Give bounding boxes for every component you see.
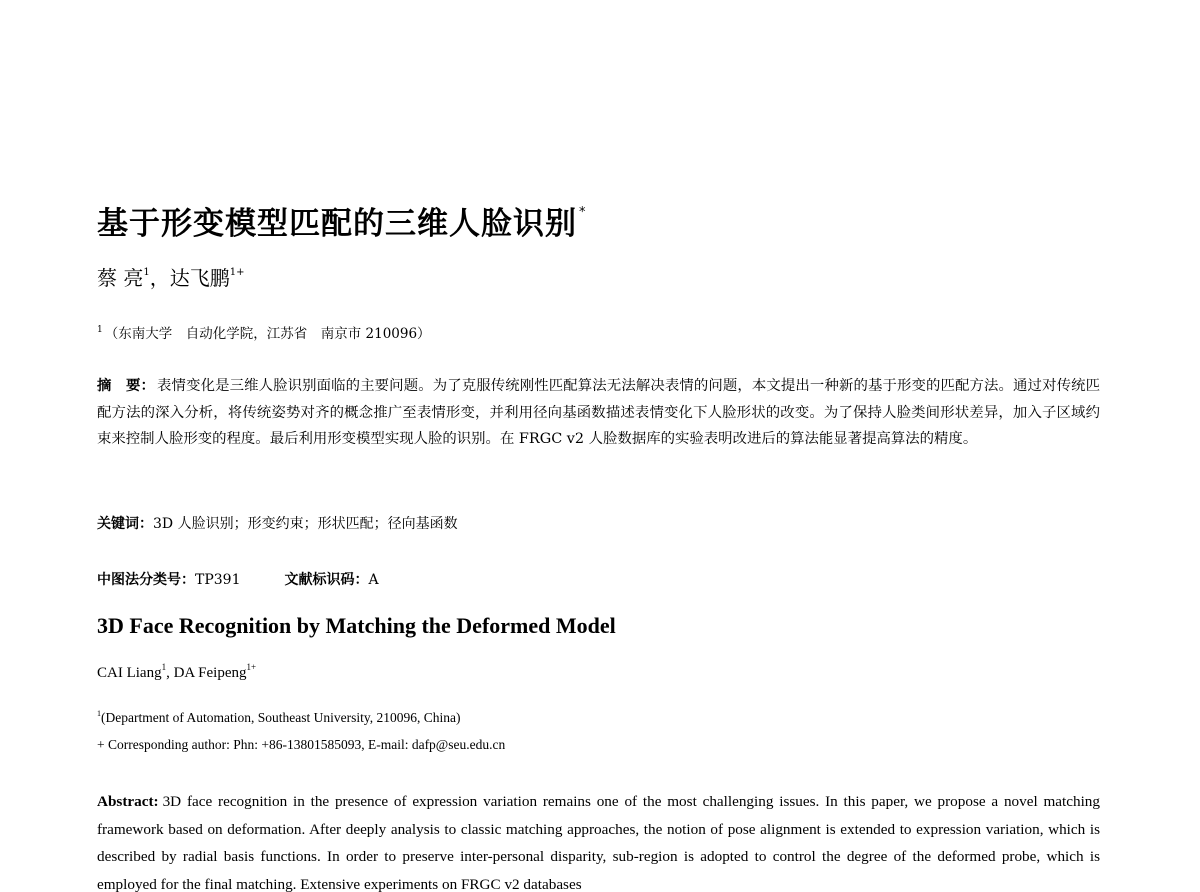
english-title: 3D Face Recognition by Matching the Deformed Model xyxy=(97,613,616,638)
chinese-keywords-label: 关键词： xyxy=(97,516,153,532)
english-abstract-text: 3D face recognition in the presence of expression variation remains one of the most challenging issues. In this paper, we propose a novel matching framework based on deformation. After deeply analysis to classic matching approaches, the notion of pose alignment is extended to expression variation, which is described by radial basis functions. In order to preserve inter-personal disparity, sub-region is adopted to control the degree of the deformed probe, which is employed for the final matching. Extensive experiments on FRGC v2 databases xyxy=(97,793,1100,892)
corresponding-author: + Corresponding author: Phn: +86-13801585093, E-mail: dafp@seu.edu.cn xyxy=(97,737,506,752)
chinese-abstract-label: 摘 要： xyxy=(97,378,156,394)
title-footnote-mark: * xyxy=(579,205,587,220)
chinese-affiliation-text: （东南大学 自动化学院，江苏省 南京市 210096） xyxy=(104,326,431,342)
chinese-author-2: 达飞鹏 xyxy=(169,266,230,290)
chinese-keywords xyxy=(97,513,458,533)
chinese-author-1: 蔡 亮 xyxy=(97,266,144,290)
chinese-author-separator: ， xyxy=(149,266,170,290)
doc-code-value: A xyxy=(368,572,379,588)
english-author-2: DA Feipeng xyxy=(173,665,247,681)
chinese-title xyxy=(97,198,587,243)
clc-value: TP391 xyxy=(195,572,241,588)
chinese-title-text: 基于形变模型匹配的三维人脸识别 xyxy=(97,206,577,242)
chinese-affiliation-mark: 1 xyxy=(97,325,103,335)
english-affiliation-mark: 1 xyxy=(97,709,101,718)
clc-label: 中图法分类号： xyxy=(97,572,195,588)
chinese-author-1-affil: 1 xyxy=(143,267,150,278)
english-abstract xyxy=(97,788,1100,892)
english-authors xyxy=(97,662,256,682)
classification-line xyxy=(97,569,379,589)
chinese-author-2-affil: 1+ xyxy=(229,267,245,278)
doc-code-label: 文献标识码： xyxy=(284,572,369,588)
english-abstract-label: Abstract: xyxy=(97,793,159,810)
chinese-abstract xyxy=(97,373,1100,453)
english-affiliation-text: (Department of Automation, Southeast University, 210096, China) xyxy=(101,710,461,725)
chinese-authors xyxy=(97,262,244,291)
english-author-1: CAI Liang xyxy=(97,665,162,681)
english-author-1-affil: 1 xyxy=(161,662,167,672)
chinese-abstract-text: 表情变化是三维人脸识别面临的主要问题。为了克服传统刚性匹配算法无法解决表情的问题，本文提出一种新的基于形变的匹配方法。通过对传统匹配方法的深入分析，将传统姿势对齐的概念推广至表情形变，并利用径向基函数描述表情变化下人脸形状的改变。为了保持人脸类间形状差异，加入子区域约束来控制人脸形变的程度。最后利用形变模型实现人脸的识别。在 FRGC v2 人脸数据库的实验表明改进后的算法能显著提高算法的精度。 xyxy=(97,378,1100,447)
chinese-affiliation xyxy=(97,322,431,342)
english-affiliation xyxy=(97,709,460,726)
english-author-2-affil: 1+ xyxy=(246,662,257,672)
chinese-keywords-text: 3D 人脸识别；形变约束；形状匹配；径向基函数 xyxy=(153,516,458,532)
english-author-separator: , xyxy=(166,665,174,681)
